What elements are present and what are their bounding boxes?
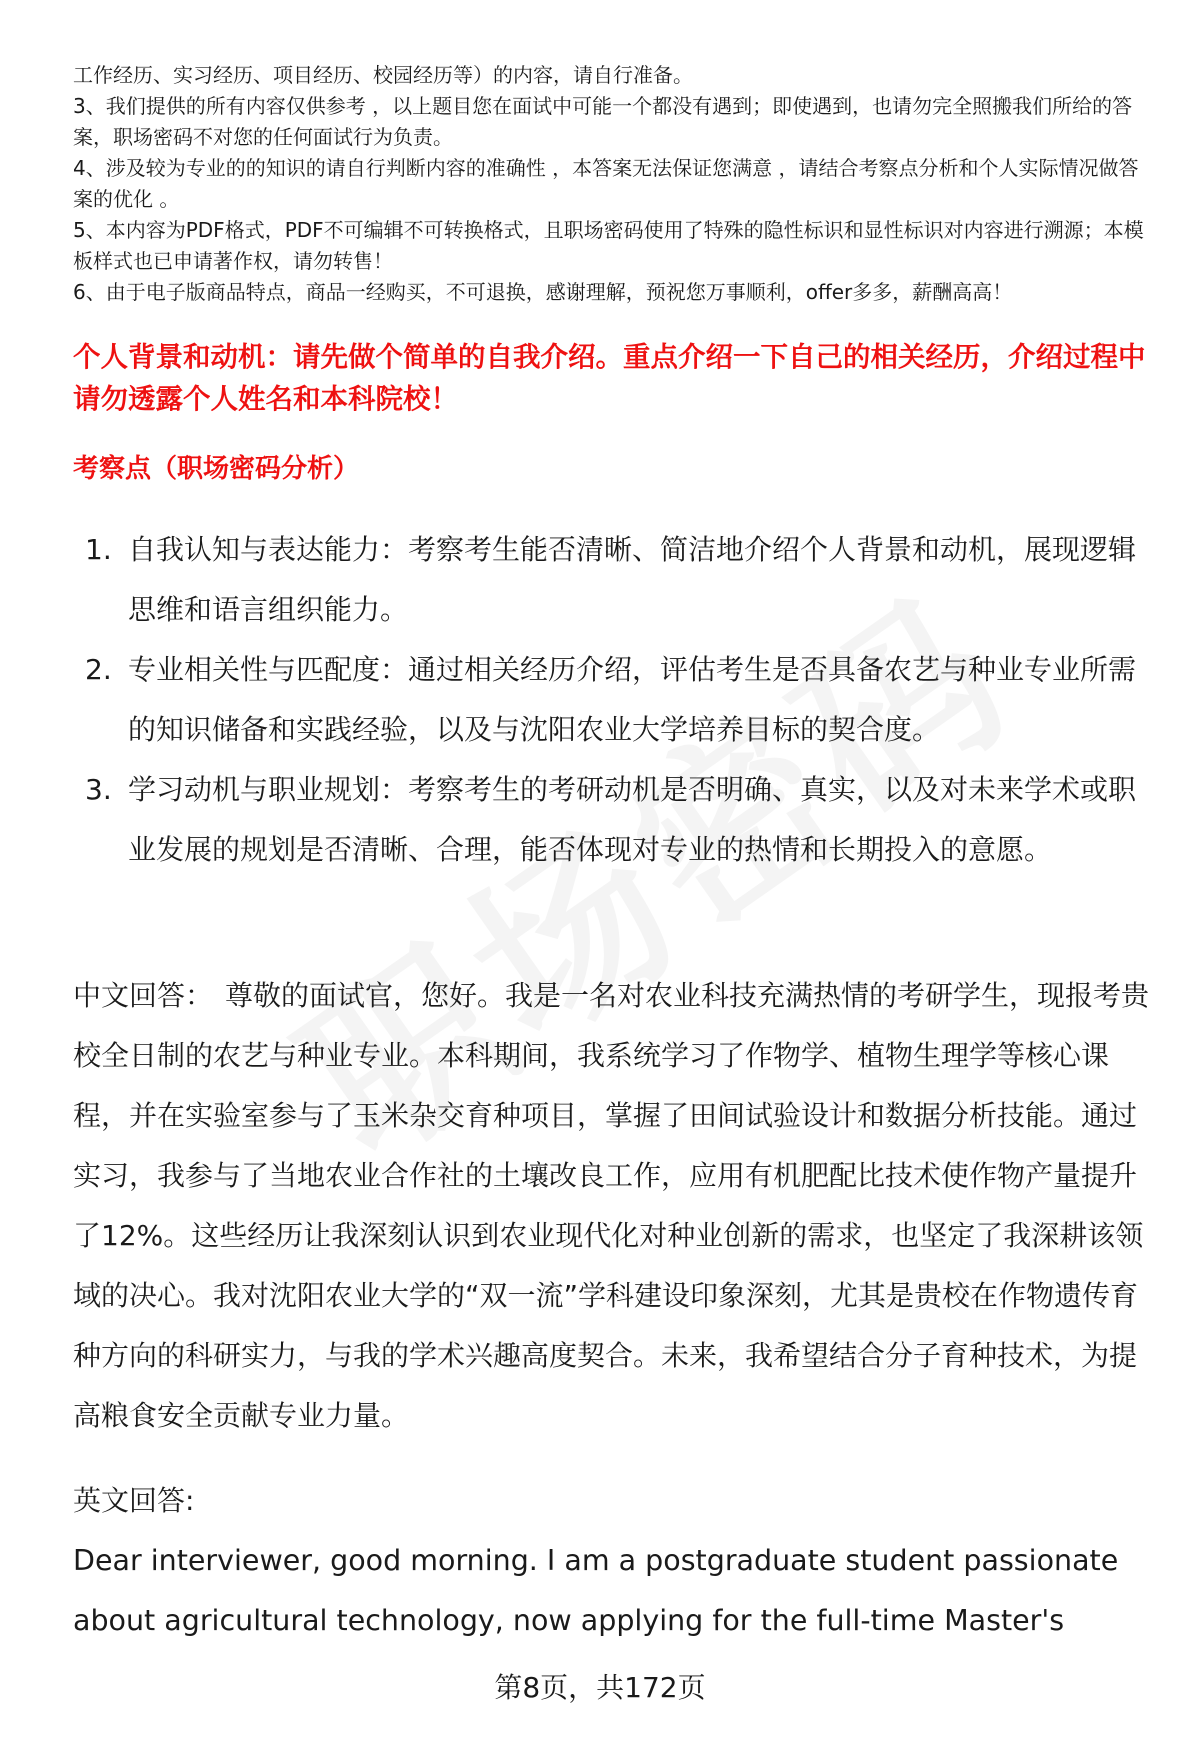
list-item-number: 1. [85, 533, 112, 566]
list-item [73, 760, 1153, 880]
note-line: 工作经历、实习经历、项目经历、校园经历等）的内容，请自行准备。 [73, 63, 693, 87]
note-line: 3、我们提供的所有内容仅供参考 ，以上题目您在面试中可能一个都没有遇到；即使遇到，也请勿完全照搬我们所给的答案，职场密码不对您的任何面试行为负责。 [73, 94, 1133, 149]
assessment-points-list [73, 520, 1153, 880]
list-item-text: 学习动机与职业规划：考察考生的考研动机是否明确、真实，以及对未来学术或职业发展的规划是否清晰、合理，能否体现对专业的热情和长期投入的意愿。 [128, 773, 1137, 866]
page-number: 第8页，共172页 [494, 1671, 706, 1704]
chinese-answer-text: 尊敬的面试官，您好。我是一名对农业科技充满热情的考研学生，现报考贵校全日制的农艺与种业专业。本科期间，我系统学习了作物学、植物生理学等核心课程，并在实验室参与了玉米杂交育种项目，掌握了田间试验设计和数据分析技能。通过实习，我参与了当地农业合作社的土壤改良工作，应用有机肥配比技术使作物产量提升了12%。这些经历让我深刻认识到农业现代化对种业创新的需求，也坚定了我深耕该领域的决心。我对沈阳农业大学的“双一流”学科建设印象深刻，尤其是贵校在作物遗传育种方向的科研实力，与我的学术兴趣高度契合。未来，我希望结合分子育种技术，为提高粮食安全贡献专业力量。 [73, 979, 1150, 1432]
list-item-number: 3. [85, 773, 112, 806]
list-item [73, 520, 1153, 640]
notes-section [73, 60, 1153, 308]
assessment-points-heading: 考察点（职场密码分析） [73, 454, 360, 484]
list-item-number: 2. [85, 653, 112, 686]
interview-question: 个人背景和动机：请先做个简单的自我介绍。重点介绍一下自己的相关经历，介绍过程中请勿透露个人姓名和本科院校！ [73, 341, 1146, 415]
chinese-answer-label: 中文回答： [73, 979, 214, 1012]
list-item [73, 640, 1153, 760]
list-item-text: 自我认知与表达能力：考察考生能否清晰、简洁地介绍个人背景和动机，展现逻辑思维和语言组织能力。 [128, 533, 1137, 626]
list-item-text: 专业相关性与匹配度：通过相关经历介绍，评估考生是否具备农艺与种业专业所需的知识储备和实践经验，以及与沈阳农业大学培养目标的契合度。 [128, 653, 1137, 746]
english-answer-text: Dear interviewer, good morning. I am a postgraduate student passionate about agricultural technology, now applying for the full-time Master's [73, 1544, 1119, 1637]
note-line: 5、本内容为PDF格式，PDF不可编辑不可转换格式，且职场密码使用了特殊的隐性标识和显性标识对内容进行溯源；本模板样式也已申请著作权，请勿转售！ [73, 218, 1144, 273]
note-line: 6、由于电子版商品特点，商品一经购买，不可退换，感谢理解，预祝您万事顺利，offer多多，薪酬高高！ [73, 280, 1013, 304]
note-line: 4、涉及较为专业的的知识的请自行判断内容的准确性 ，本答案无法保证您满意 ，请结合考察点分析和个人实际情况做答案的优化 。 [73, 156, 1139, 211]
english-answer-label: 英文回答: [73, 1484, 195, 1517]
chinese-answer [73, 966, 1153, 1446]
